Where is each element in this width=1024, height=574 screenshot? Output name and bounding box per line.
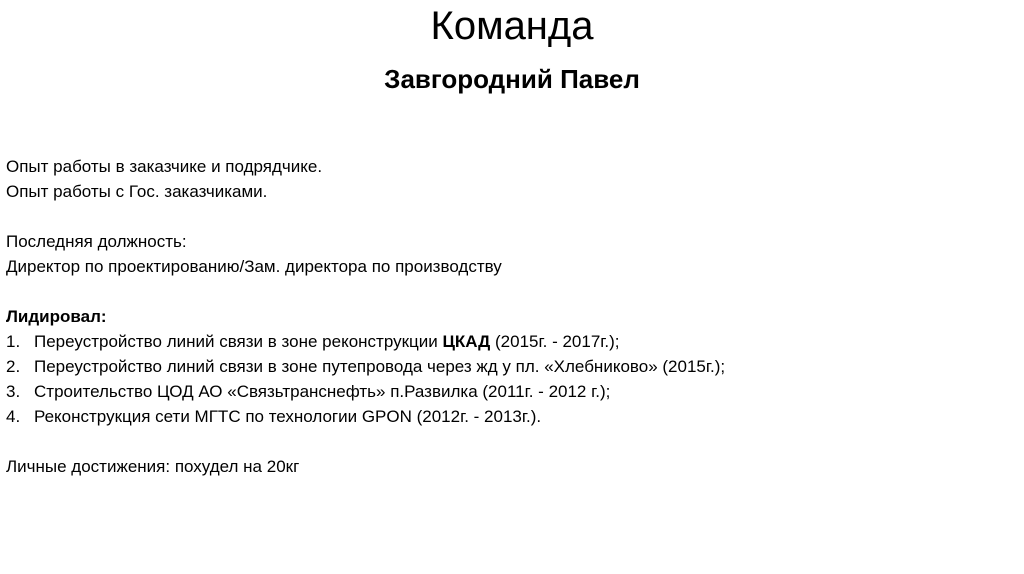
list-item — [6, 329, 1006, 354]
list-number: 2. — [6, 357, 21, 376]
spacer — [6, 429, 1006, 454]
list-number: 1. — [6, 332, 21, 351]
slide-body — [6, 154, 1006, 479]
last-position-label: Последняя должность: — [6, 232, 187, 251]
list-item-text: Переустройство линий связи в зоне реконструкции — [34, 332, 443, 351]
list-number: 4. — [6, 407, 21, 426]
list-item-text: Реконструкция сети МГТС по технологии GPON (2012г. - 2013г.). — [34, 407, 542, 426]
list-item-bold-text: ЦКАД — [442, 332, 491, 351]
experience-line-2: Опыт работы с Гос. заказчиками. — [6, 182, 268, 201]
slide-title: Команда — [430, 4, 594, 48]
spacer — [6, 279, 1006, 304]
list-item-text-end: (2015г. - 2017г.); — [490, 332, 620, 351]
person-name: Завгородний Павел — [384, 64, 640, 94]
experience-line-1: Опыт работы в заказчике и подрядчике. — [6, 157, 323, 176]
list-item — [6, 404, 1006, 429]
led-projects-list — [6, 329, 1006, 429]
list-number: 3. — [6, 382, 21, 401]
led-heading: Лидировал: — [6, 307, 107, 326]
list-item — [6, 379, 1006, 404]
list-item — [6, 354, 1006, 379]
spacer — [6, 204, 1006, 229]
list-item-text: Строительство ЦОД АО «Связьтранснефть» п.Развилка (2011г. - 2012 г.); — [34, 382, 611, 401]
list-item-text: Переустройство линий связи в зоне путепровода через жд у пл. «Хлебниково» (2015г.); — [34, 357, 726, 376]
last-position-value: Директор по проектированию/Зам. директора по производству — [6, 257, 502, 276]
personal-achievements: Личные достижения: похудел на 20кг — [6, 457, 300, 476]
